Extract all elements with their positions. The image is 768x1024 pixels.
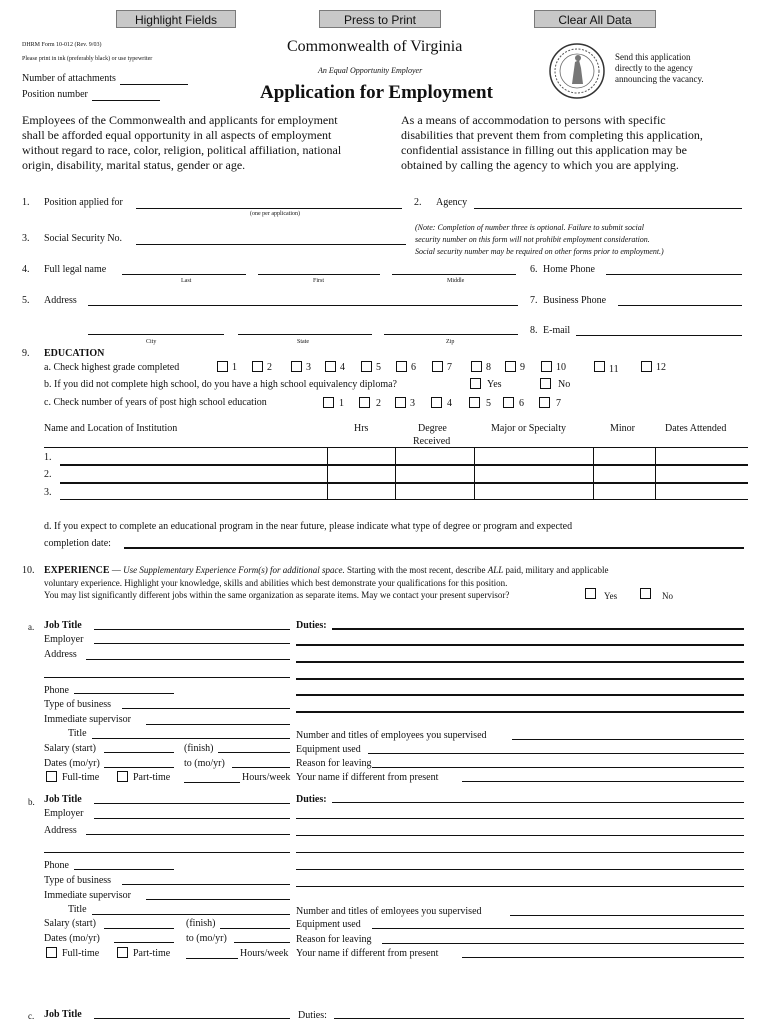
job-a-fulltime-checkbox[interactable] [46,771,57,782]
job-b-parttime-checkbox[interactable] [117,947,128,958]
column-divider [593,447,594,500]
table-row[interactable] [60,482,748,484]
grade-12-label: 12 [656,362,666,373]
job-a-salary-label: Salary (start) [44,743,96,754]
num-7: 7. [530,295,538,306]
address-label: Address [44,295,77,306]
grade-3-label: 3 [306,362,311,373]
ssn-label: Social Security No. [44,233,123,244]
job-b-equip-label: Equipment used [296,919,361,930]
position-field[interactable] [136,208,402,209]
job-a-duties-line[interactable] [296,661,744,663]
num-5: 5. [22,295,30,306]
grade-5-label: 5 [376,362,381,373]
job-a-salary-finish-field[interactable] [218,752,290,753]
job-b-reason-field[interactable] [382,943,744,944]
job-a-salary-start-field[interactable] [104,752,174,753]
job-a-fulltime-label: Full-time [62,772,100,783]
job-b-finish-label: (finish) [186,918,216,929]
job-a-hours-label: Hours/week [242,772,291,783]
job-a-letter: a. [28,622,35,632]
job-b-duties-line[interactable] [296,886,744,887]
job-a-duties-line[interactable] [332,628,744,630]
column-divider [327,447,328,500]
num-8: 8. [530,325,538,336]
table-row[interactable] [60,499,748,500]
job-a-title-field[interactable] [94,629,290,630]
job-a-address-field[interactable] [86,659,290,660]
job-a-parttime-label: Part-time [133,772,171,783]
job-a-type-label: Type of business [44,699,112,710]
clear-all-data-button[interactable]: Clear All Data [534,10,656,28]
job-a-name-label: Your name if different from present [296,772,439,783]
grade-8-checkbox[interactable] [471,361,482,372]
job-b-address-field-2[interactable] [44,852,290,853]
send-line-2: directly to the agency [615,63,693,73]
virginia-seal-icon [548,42,606,100]
state-caption: State [297,339,309,345]
job-a-equip-field[interactable] [368,753,744,754]
grade-2-label: 2 [267,362,272,373]
column-divider [474,447,475,500]
address-field[interactable] [88,305,518,306]
table-row[interactable] [60,464,748,466]
grade-9-label: 9 [520,362,525,373]
job-b-date-to-field[interactable] [234,942,290,943]
job-a-hours-field[interactable] [184,782,240,783]
job-b-salary-finish-field[interactable] [220,928,290,929]
num-3: 3. [22,233,30,244]
job-b-sup-title-field[interactable] [92,914,290,915]
contact-no-label: No [662,591,673,601]
job-a-address-label: Address [44,649,77,660]
job-a-employer-label: Employer [44,634,84,645]
job-b-num-emp-label: Number and titles of emloyees you supervised [296,906,482,917]
job-b-name-label: Your name if different from present [296,948,439,959]
job-a-phone-field[interactable] [74,693,174,694]
job-a-sup-title-label: Title [68,728,87,739]
job-b-fulltime-label: Full-time [62,948,100,959]
future-program-question: d. If you expect to complete an educational program in the near future, please indicate what type of degree or program and expected [44,521,573,532]
equivalency-question: b. If you did not complete high school, do you have a high school equivalency diploma? [44,379,397,390]
agency-field[interactable] [474,208,742,209]
zip-field[interactable] [384,334,518,335]
job-a-date-from-field[interactable] [104,767,174,768]
job-a-duties-line[interactable] [296,694,744,696]
job-b-phone-field[interactable] [74,869,174,870]
num-10: 10. [22,565,35,576]
grade-7-label: 7 [447,362,452,373]
zip-caption: Zip [446,339,455,345]
middle-name-field[interactable] [392,274,516,275]
job-b-duties-line[interactable] [296,835,744,836]
job-b-name-field[interactable] [462,957,744,958]
num-6: 6. [530,264,538,275]
job-b-type-label: Type of business [44,875,112,886]
years-4-checkbox[interactable] [431,397,442,408]
job-b-dates-label: Dates (mo/yr) [44,933,100,944]
grade-4-label: 4 [340,362,345,373]
last-caption: Last [181,278,192,284]
job-b-num-emp-field[interactable] [510,915,744,916]
job-a-employer-field[interactable] [94,643,290,644]
col-hrs: Hrs [354,423,369,434]
num-2: 2. [414,197,422,208]
grade-10-label: 10 [556,362,566,373]
job-b-salary-label: Salary (start) [44,918,96,929]
job-b-to-label: to (mo/yr) [186,933,227,944]
col-major: Major or Specialty [491,423,566,434]
press-to-print-button[interactable]: Press to Print [319,10,441,28]
contact-supervisor-yes-checkbox[interactable] [585,588,596,599]
job-b-title-label: Job Title [44,794,82,805]
job-a-parttime-checkbox[interactable] [117,771,128,782]
send-line-3: announcing the vacancy. [615,74,704,84]
grade-9-checkbox[interactable] [505,361,516,372]
job-b-phone-label: Phone [44,860,69,871]
job-a-finish-label: (finish) [184,743,214,754]
grade-6-label: 6 [411,362,416,373]
job-a-to-label: to (mo/yr) [184,758,225,769]
send-line-1: Send this application [615,52,691,62]
job-a-address-field-2[interactable] [44,677,290,678]
job-b-salary-start-field[interactable] [104,928,174,929]
grade-1-label: 1 [232,362,237,373]
job-a-reason-field[interactable] [372,767,744,768]
grade-2-checkbox[interactable] [252,361,263,372]
col-institution: Name and Location of Institution [44,423,178,434]
education-title: EDUCATION [44,348,105,359]
grade-12-checkbox[interactable] [641,361,652,372]
grade-10-checkbox[interactable] [541,361,552,372]
job-b-reason-label: Reason for leaving [296,934,372,945]
col-minor: Minor [610,423,635,434]
col-degree-2: Received [413,436,451,447]
email-field[interactable] [576,335,742,336]
job-c-title-label: Job Title [44,1009,82,1020]
job-b-duties-line[interactable] [296,869,744,870]
job-a-sup-title-field[interactable] [92,738,290,739]
column-divider [395,447,396,500]
col-degree-1: Degree [418,423,447,434]
years-5-label: 5 [486,398,491,409]
job-a-num-emp-field[interactable] [512,739,744,740]
job-b-equip-field[interactable] [372,928,744,929]
eoe-text: An Equal Opportunity Employer [318,66,423,75]
job-c-letter: c. [28,1011,35,1021]
job-b-address-field[interactable] [86,834,290,835]
job-b-parttime-label: Part-time [133,948,171,959]
equivalency-yes-label: Yes [487,379,502,390]
num-4: 4. [22,264,30,275]
years-3-checkbox[interactable] [395,397,406,408]
job-a-reason-label: Reason for leaving [296,758,372,769]
job-a-name-field[interactable] [462,781,744,782]
job-a-duties-line[interactable] [296,678,744,680]
job-a-duties-line[interactable] [296,711,744,713]
form-id: DHRM Form 10-012 (Rev. 9/03) [22,42,102,48]
row-3-number: 3. [44,487,52,498]
job-a-type-field[interactable] [122,708,290,709]
job-b-fulltime-checkbox[interactable] [46,947,57,958]
job-b-letter: b. [28,797,35,807]
experience-intro: EXPERIENCE — Use Supplementary Experience Form(s) for additional space. Starting with the most recent, describe ALL paid, military and applicable [44,565,609,576]
job-b-hours-label: Hours/week [240,948,289,959]
print-instructions: Please print in ink (preferably black) or use typewriter [22,56,153,62]
city-caption: City [146,339,157,345]
ssn-note: (Note: Completion of number three is optional. Failure to submit social security number on this form will not prohibit employment consideration. Social security number may be required on other forms prior to employment.) [415,223,664,256]
job-b-duties-line[interactable] [332,802,744,803]
first-name-field[interactable] [258,274,380,275]
grade-6-checkbox[interactable] [396,361,407,372]
attachments-field[interactable] [120,84,188,85]
grade-5-checkbox[interactable] [361,361,372,372]
legal-name-label: Full legal name [44,264,107,275]
grade-3-checkbox[interactable] [291,361,302,372]
grade-11-label: 11 [609,364,619,375]
grade-4-checkbox[interactable] [325,361,336,372]
job-b-duties-line[interactable] [296,852,744,853]
years-6-label: 6 [519,398,524,409]
job-a-duties-label: Duties: [296,620,327,631]
job-a-equip-label: Equipment used [296,744,361,755]
city-field[interactable] [88,334,224,335]
job-c-duties-line[interactable] [334,1018,744,1019]
num-9: 9. [22,348,30,359]
highlight-fields-button[interactable]: Highlight Fields [116,10,236,28]
job-a-supervisor-field[interactable] [146,724,290,725]
grade-7-checkbox[interactable] [432,361,443,372]
job-b-address-label: Address [44,825,77,836]
job-c-title-field[interactable] [94,1018,290,1019]
table-top-border [44,447,748,448]
one-per-application: (one per application) [250,211,300,217]
position-number-field[interactable] [92,100,160,101]
grade-1-checkbox[interactable] [217,361,228,372]
equivalency-yes-checkbox[interactable] [470,378,481,389]
grade-question: a. Check highest grade completed [44,362,180,373]
accommodation-statement: As a means of accommodation to persons with specific disabilities that prevent them from completing this application, confidential assistance in filling out this application may be obtained by calling the agency to which you are applying. [401,113,703,172]
job-b-supervisor-label: Immediate supervisor [44,890,131,901]
job-b-sup-title-label: Title [68,904,87,915]
col-dates: Dates Attended [665,423,727,434]
home-phone-label: Home Phone [543,264,595,275]
job-a-num-emp-label: Number and titles of employees you supervised [296,730,487,741]
years-1-checkbox[interactable] [323,397,334,408]
job-b-duties-line[interactable] [296,818,744,819]
grade-8-label: 8 [486,362,491,373]
state-name: Commonwealth of Virginia [287,38,463,55]
contact-supervisor-no-checkbox[interactable] [640,588,651,599]
job-b-employer-field[interactable] [94,818,290,819]
job-b-date-from-field[interactable] [114,942,174,943]
email-label: E-mail [543,325,571,336]
years-3-label: 3 [410,398,415,409]
job-b-hours-field[interactable] [186,958,238,959]
years-2-checkbox[interactable] [359,397,370,408]
experience-line-2: voluntary experience. Highlight your knowledge, skills and abilities which best demonstrate your qualifications for this position. [44,578,508,588]
row-1-number: 1. [44,452,52,463]
years-4-label: 4 [447,398,452,409]
contact-yes-label: Yes [604,591,618,601]
job-a-phone-label: Phone [44,685,69,696]
job-a-title-label: Job Title [44,620,82,631]
home-phone-field[interactable] [606,274,742,275]
equivalency-no-label: No [558,379,571,390]
experience-line-3: You may list significantly different jobs within the same organization as separate items. May we contact your present supervisor? [44,590,510,600]
job-b-supervisor-field[interactable] [146,899,290,900]
num-1: 1. [22,197,30,208]
column-divider [655,447,656,500]
attachments-label: Number of attachments [22,73,116,84]
agency-label: Agency [436,197,468,208]
job-a-duties-line[interactable] [296,644,744,646]
ssn-field[interactable] [136,244,406,245]
business-phone-field[interactable] [618,305,742,306]
years-2-label: 2 [376,398,381,409]
position-number-label: Position number [22,89,88,100]
equivalency-no-checkbox[interactable] [540,378,551,389]
job-a-dates-label: Dates (mo/yr) [44,758,100,769]
job-b-title-field[interactable] [94,803,290,804]
job-b-type-field[interactable] [122,884,290,885]
job-a-date-to-field[interactable] [232,767,290,768]
page-title: Application for Employment [260,82,493,103]
position-label: Position applied for [44,197,123,208]
row-2-number: 2. [44,469,52,480]
job-b-duties-label: Duties: [296,794,327,805]
years-7-label: 7 [556,398,561,409]
years-5-checkbox[interactable] [469,397,480,408]
completion-date-label: completion date: [44,538,111,549]
eo-statement: Employees of the Commonwealth and applicants for employment shall be afforded equal opportunity in all aspects of employment without regard to race, color, religion, political affiliation, national origin, disability, marital status, gender or age. [22,113,342,172]
last-name-field[interactable] [122,274,246,275]
completion-date-field[interactable] [124,547,744,549]
grade-11-checkbox[interactable] [594,361,605,372]
job-b-employer-label: Employer [44,808,84,819]
post-hs-question: c. Check number of years of post high school education [44,397,267,408]
job-c-duties-label: Duties: [298,1010,327,1021]
first-caption: First [313,278,325,284]
years-6-checkbox[interactable] [503,397,514,408]
middle-caption: Middle [447,278,465,284]
job-a-supervisor-label: Immediate supervisor [44,714,131,725]
years-1-label: 1 [339,398,344,409]
years-7-checkbox[interactable] [539,397,550,408]
state-field[interactable] [238,334,372,335]
business-phone-label: Business Phone [543,295,607,306]
